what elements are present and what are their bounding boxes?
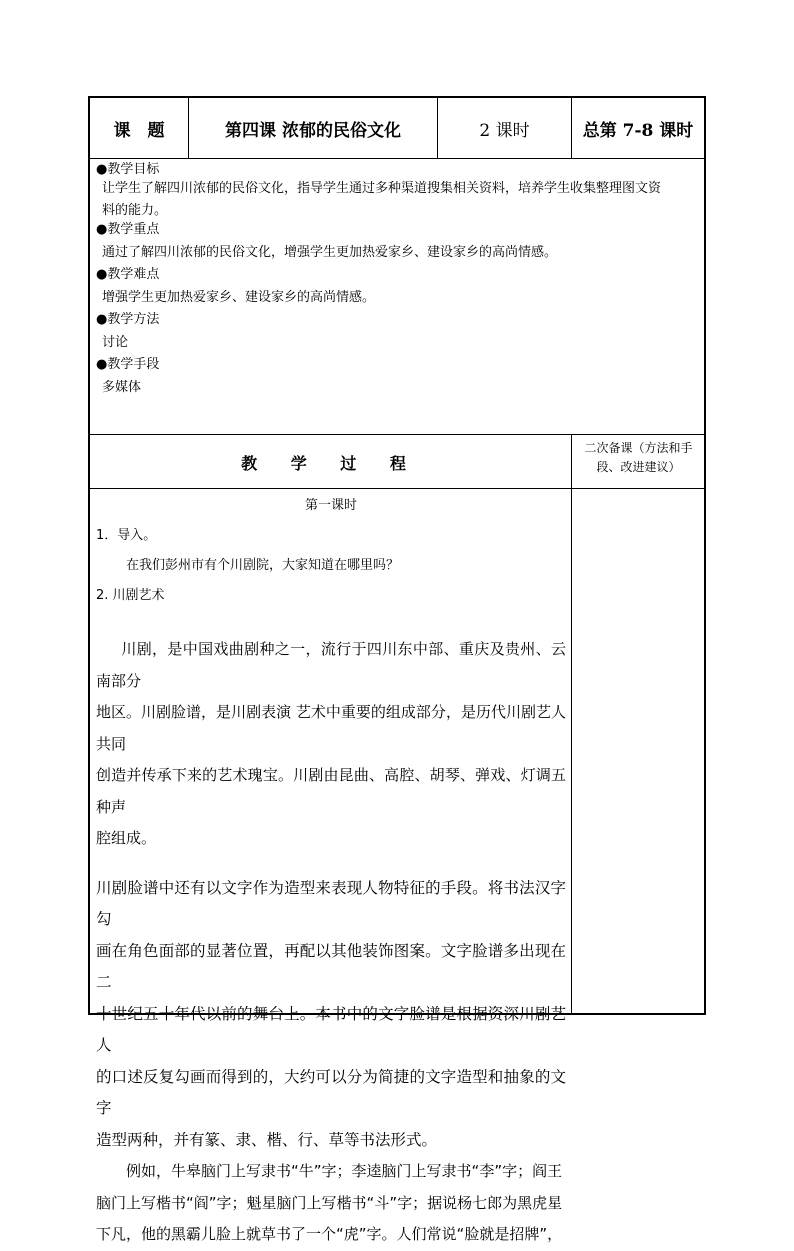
revision-note-header	[573, 436, 704, 488]
lesson-content	[96, 492, 566, 1251]
lesson-title	[189, 98, 437, 158]
objective-focus	[96, 222, 701, 267]
objective-line: 多媒体	[102, 380, 142, 395]
para-line: 地区。川剧脸谱，是川剧表演 艺术中重要的组成部分，是历代川剧艺人共同	[96, 703, 566, 753]
hours-text: 2 课时	[479, 120, 530, 141]
para-line: 脑门上写楷书“阎”字；魁星脑门上写楷书“斗”字；据说杨七郎为黑虎星	[96, 1193, 563, 1212]
objective-means	[96, 357, 701, 402]
para-line: 造型两种，并有篆、隶、楷、行、草等书法形式。	[96, 1130, 438, 1149]
label-cell	[90, 98, 188, 158]
objective-difficulty	[96, 267, 701, 312]
note-line: 二次备课（方法和手	[584, 441, 693, 455]
section-heading: ●教学重点	[96, 222, 160, 237]
section-sichuan-opera: 2. 川剧艺术	[96, 588, 165, 603]
objective-line: 让学生了解四川浓郁的民俗文化，指导学生通过多种渠道搜集相关资料，培养学生收集整理图文资	[102, 181, 662, 196]
objectives-block	[96, 162, 701, 402]
section-heading: ●教学方法	[96, 312, 160, 327]
lesson-title-text: 第四课 浓郁的民俗文化	[225, 120, 401, 141]
section-intro: 1．导入。	[96, 528, 157, 543]
objective-line: 料的能力。	[102, 203, 168, 218]
section-heading: ●教学目标	[96, 162, 160, 177]
para-line: 创造并传承下来的艺术瑰宝。川剧由昆曲、高腔、胡琴、弹戏、灯调五种声	[96, 766, 566, 816]
paragraph-3	[96, 1156, 566, 1251]
hours-cell	[438, 98, 571, 158]
divider	[90, 158, 704, 159]
divider	[90, 488, 704, 489]
objective-line: 增强学生更加热爱家乡、建设家乡的高尚情感。	[102, 290, 376, 305]
label-text: 课 题	[113, 120, 165, 141]
para-line: 下凡，他的黑霸儿脸上就草书了一个“虎”字。人们常说“脸就是招牌”，	[96, 1225, 563, 1243]
para-line: 例如，牛皋脑门上写隶书“牛”字；李逵脑门上写隶书“李”字；阎王	[126, 1162, 563, 1180]
para-line: 的口述反复勾画而得到的，大约可以分为简捷的文字造型和抽象的文字	[96, 1067, 566, 1117]
intro-question: 在我们彭州市有个川剧院，大家知道在哪里吗？	[126, 558, 400, 573]
para-line: 川剧脸谱中还有以文字作为造型来表现人物特征的手段。将书法汉字勾	[96, 878, 566, 928]
para-line: 画在角色面部的显著位置，再配以其他装饰图案。文字脸谱多出现在二	[96, 941, 566, 991]
divider	[571, 434, 572, 1013]
total-text: 总第 7-8 课时	[582, 120, 694, 141]
paragraph-1	[96, 634, 566, 855]
process-title: 教 学 过 程	[241, 453, 420, 473]
note-line: 段、改进建议）	[596, 460, 681, 474]
para-line: 腔组成。	[96, 829, 157, 847]
lesson-plan-table	[88, 96, 706, 1243]
objective-method	[96, 312, 701, 357]
para-line: 川剧，是中国戏曲剧种之一，流行于四川东中部、重庆及贵州、云南部分	[96, 640, 566, 690]
divider	[90, 434, 704, 435]
total-cell	[572, 98, 704, 158]
paragraph-2	[96, 873, 566, 1157]
objective-goal	[96, 162, 701, 222]
lesson-period: 第一课时	[304, 498, 357, 513]
para-line: 十世纪五十年代以前的舞台上。本书中的文字脸谱是根据资深川剧艺人	[96, 1004, 566, 1054]
objective-line: 讨论	[102, 335, 129, 350]
objective-line: 通过了解四川浓郁的民俗文化，增强学生更加热爱家乡、建设家乡的高尚情感。	[102, 245, 558, 260]
section-heading: ●教学手段	[96, 357, 160, 372]
section-heading: ●教学难点	[96, 267, 160, 282]
